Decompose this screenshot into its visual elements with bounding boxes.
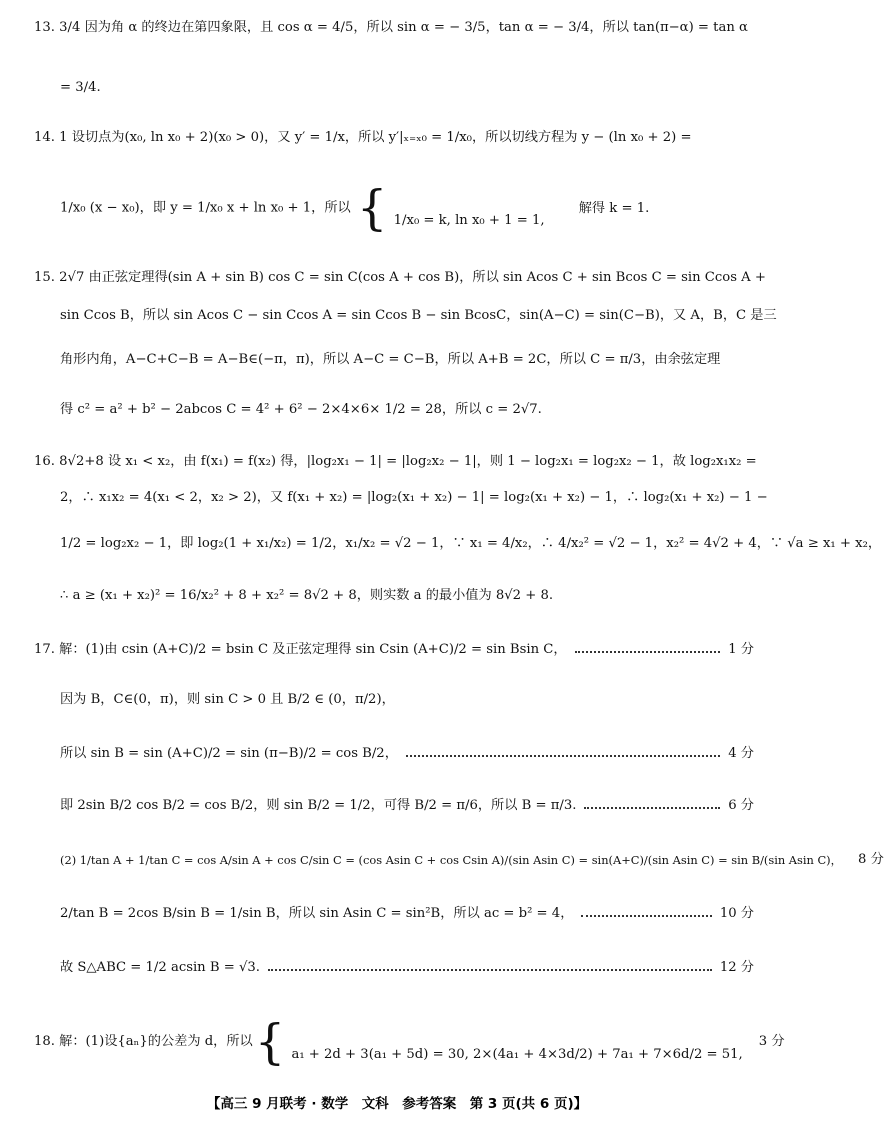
- problem-13-line-1: 13. 3/4 因为角 α 的终边在第四象限，且 cos α = 4/5，所以 sin α = − 3/5，tan α = − 3/4，所以 tan(π−α) = tan α: [34, 20, 748, 35]
- step-text: 2/tan B = 2cos B/sin B = 1/sin B，所以 sin Asin C = sin²B，所以 ac = b² = 4，: [60, 906, 574, 921]
- dotted-leader: [268, 969, 712, 971]
- solution-18-system: [253, 1014, 743, 1070]
- step-points: 12 分: [719, 960, 754, 975]
- step-lead: 18. 解：(1)设{aₙ}的公差为 d，所以: [34, 1034, 253, 1049]
- problem-16-line-1: 16. 8√2+8 设 x₁ < x₂，由 f(x₁) = f(x₂) 得，|log₂x₁ − 1| = |log₂x₂ − 1|，则 1 − log₂x₁ = log₂x₂ − 1，故 log₂x₁x₂ =: [34, 454, 757, 469]
- step-points: 10 分: [719, 906, 754, 921]
- problem-16-line-4: ∴ a ≥ (x₁ + x₂)² = 16/x₂² + 8 + x₂² = 8√2 + 8，则实数 a 的最小值为 8√2 + 8.: [60, 588, 554, 603]
- problem-15-line-1: 15. 2√7 由正弦定理得(sin A + sin B) cos C = sin C(cos A + cos B)，所以 sin Acos C + sin Bcos C = sin Ccos A +: [34, 270, 766, 285]
- problem-16-line-3: 1/2 = log₂x₂ − 1，即 log₂(1 + x₁/x₂) = 1/2，x₁/x₂ = √2 − 1，∵ x₁ = 4/x₂，∴ 4/x₂² = √2 − 1，x₂² = 4√2 + 4，∵ √a ≥ x₁ + x₂，: [60, 536, 882, 551]
- problem-15-line-4: 得 c² = a² + b² − 2abcos C = 4² + 6² − 2×4×6× 1/2 = 28，所以 c = 2√7.: [60, 402, 542, 417]
- left-brace-icon: {: [356, 180, 388, 236]
- problem-16-line-2: 2，∴ x₁x₂ = 4(x₁ < 2，x₂ > 2)，又 f(x₁ + x₂) = |log₂(x₁ + x₂) − 1| = log₂(x₁ + x₂) − 1，∴ log₂(x₁ + x₂) − 1 −: [60, 490, 768, 505]
- dotted-leader: [575, 651, 721, 653]
- step-points: 6 分: [728, 798, 754, 813]
- system-eq-2: 2×(4a₁ + 4×3d/2) + 7a₁ + 7×6d/2 = 51,: [473, 1047, 743, 1062]
- dotted-leader: [406, 755, 720, 757]
- step-points: 8 分: [858, 852, 884, 867]
- system-eq-1: 1/x₀ = k,: [393, 213, 451, 228]
- system-eq-2: ln x₀ + 1 = 1,: [455, 213, 545, 228]
- dotted-leader: [584, 807, 720, 809]
- problem-14-result: 解得 k = 1.: [578, 200, 650, 216]
- step-text: 故 S△ABC = 1/2 acsin B = √3.: [60, 960, 260, 975]
- solution-17-step-5: [0, 850, 884, 870]
- step-text: 所以 sin B = sin (A+C)/2 = sin (π−B)/2 = cos B/2，: [60, 746, 398, 761]
- solution-17-step-4: [0, 796, 854, 816]
- problem-14-line-2-text: 1/x₀ (x − x₀)，即 y = 1/x₀ x + ln x₀ + 1，所以: [60, 200, 351, 216]
- step-points: 1 分: [728, 642, 754, 657]
- step-points: 4 分: [728, 746, 754, 761]
- system-eq-1: a₁ + 2d + 3(a₁ + 5d) = 30,: [291, 1047, 469, 1062]
- solution-18-step-1: [0, 1014, 828, 1070]
- solution-17-step-7: [0, 958, 854, 978]
- solution-17-step-6: [0, 904, 854, 924]
- step-text: 17. 解：(1)由 csin (A+C)/2 = bsin C 及正弦定理得 sin Csin (A+C)/2 = sin Bsin C，: [34, 642, 567, 657]
- solution-17-step-1: [0, 640, 828, 660]
- page-footer: 【高三 9 月联考 · 数学 文科 参考答案 第 3 页(共 6 页)】: [206, 1096, 588, 1112]
- problem-14-system: [355, 180, 549, 236]
- problem-15-line-3: 角形内角，A−C+C−B = A−B∈(−π，π)，所以 A−C = C−B，所以 A+B = 2C，所以 C = π/3，由余弦定理: [60, 352, 721, 367]
- problem-14-line-1: 14. 1 设切点为(x₀, ln x₀ + 2)(x₀ > 0)，又 y′ = 1/x，所以 y′|ₓ₌ₓ₀ = 1/x₀，所以切线方程为 y − (ln x₀ + 2) =: [34, 130, 692, 145]
- problem-14-line-2: [0, 180, 854, 236]
- solution-17-step-3: [0, 744, 854, 764]
- dotted-leader: [581, 915, 711, 917]
- step-text: 即 2sin B/2 cos B/2 = cos B/2，则 sin B/2 = 1/2，可得 B/2 = π/6，所以 B = π/3.: [60, 798, 577, 813]
- left-brace-icon: {: [254, 1014, 286, 1070]
- problem-15-line-2: sin Ccos B，所以 sin Acos C − sin Ccos A = sin Ccos B − sin BcosC，sin(A−C) = sin(C−B)，又 A，B，C 是三: [60, 308, 777, 323]
- step-text: (2) 1/tan A + 1/tan C = cos A/sin A + cos C/sin C = (cos Asin C + cos Csin A)/(sin Asin C) = sin(A+C)/(sin Asin C) = sin B/(sin Asin C)，: [60, 853, 843, 867]
- step-points: 3 分: [758, 1034, 785, 1049]
- solution-17-step-2: 因为 B，C∈(0，π)，则 sin C > 0 且 B/2 ∈ (0，π/2)，: [60, 692, 395, 707]
- problem-13-line-2: = 3/4.: [60, 80, 101, 95]
